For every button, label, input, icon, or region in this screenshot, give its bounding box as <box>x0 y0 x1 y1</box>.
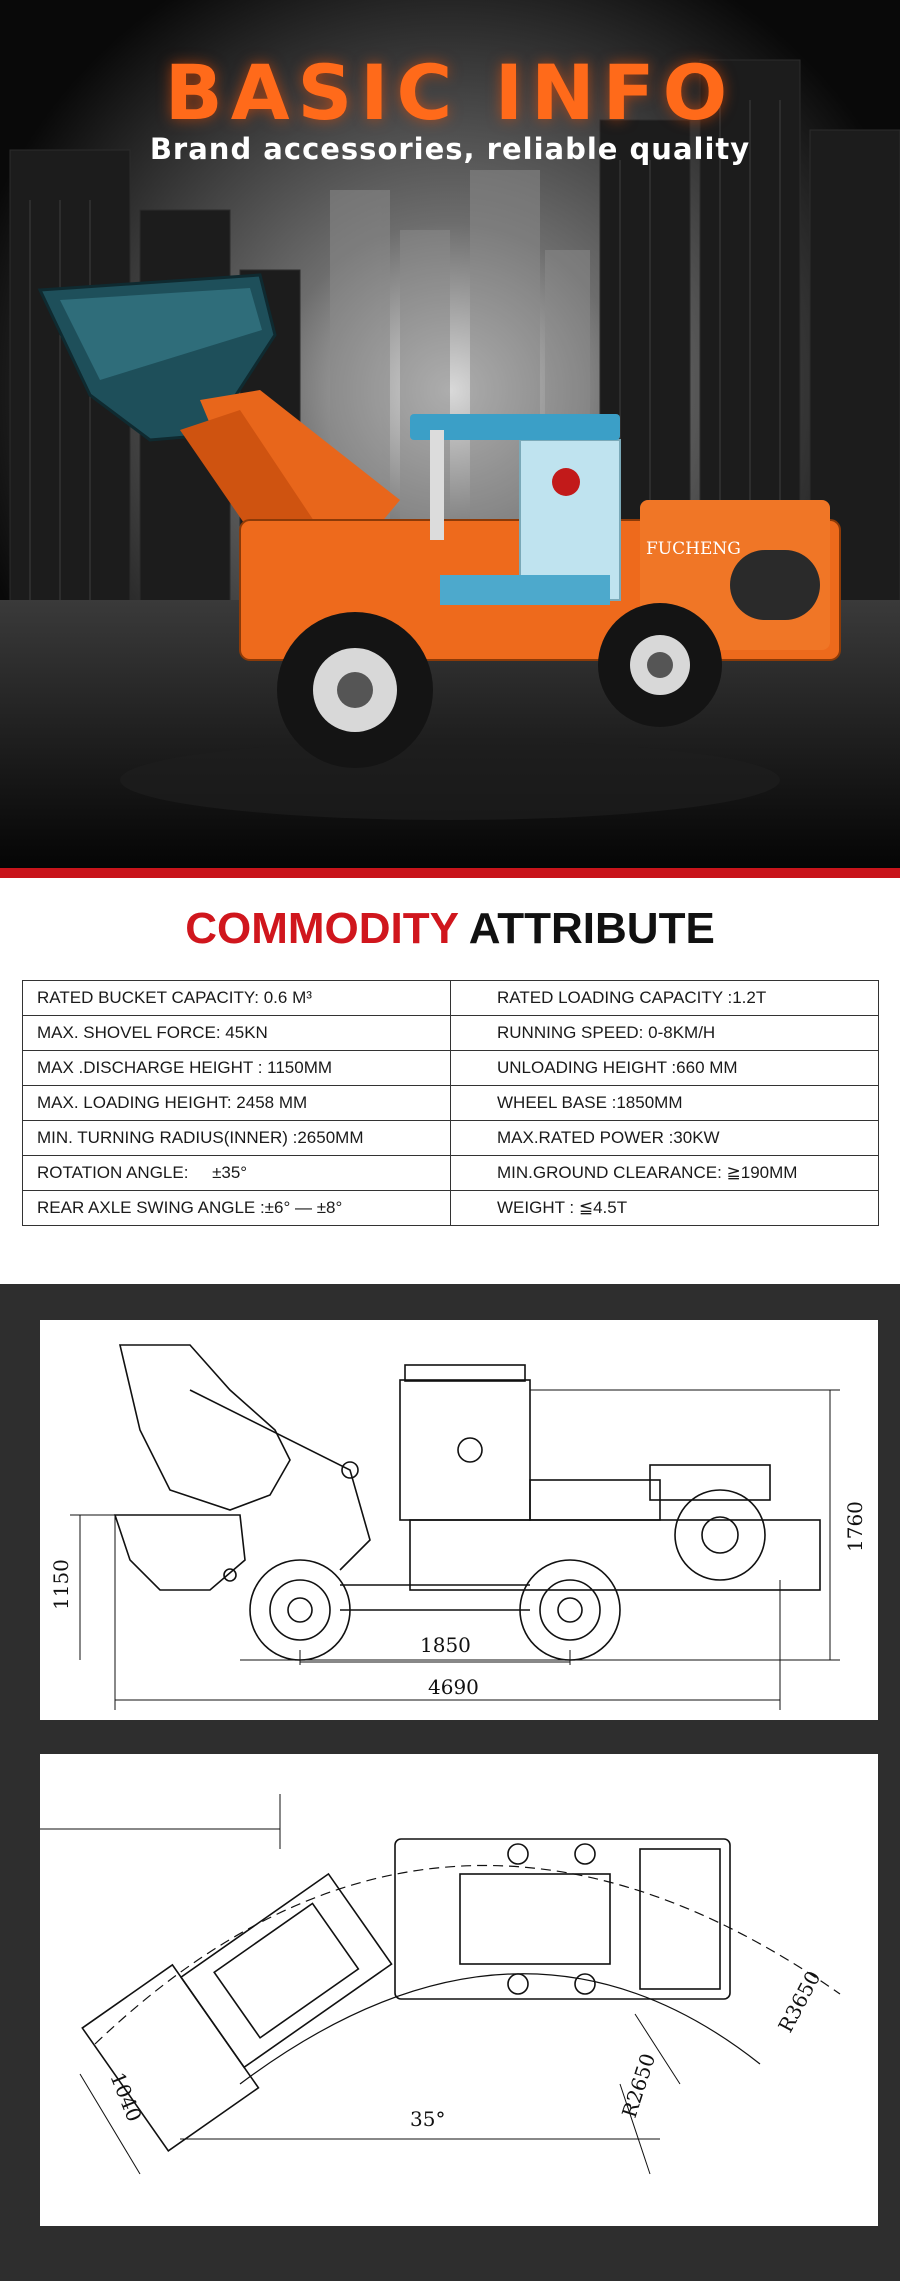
dimension-outer-radius: R3650 <box>773 1966 826 2037</box>
table-row <box>23 1191 879 1226</box>
table-row <box>23 1051 879 1086</box>
attr-cell-left: ROTATION ANGLE: ±35° <box>23 1156 451 1191</box>
attr-cell-right: WEIGHT : ≦4.5T <box>451 1191 879 1226</box>
dimension-angle: 35° <box>410 2107 446 2131</box>
dimension-wheel-base: 1850 <box>420 1633 471 1657</box>
attr-cell-left: MIN. TURNING RADIUS(INNER) :2650MM <box>23 1121 451 1156</box>
side-view-dimensions <box>40 1320 878 1720</box>
table-row <box>23 1016 879 1051</box>
top-view-panel <box>40 1754 878 2226</box>
dimension-height-label: 1150 <box>49 1559 73 1610</box>
attr-cell-right: RATED LOADING CAPACITY :1.2T <box>451 981 879 1016</box>
dimension-length: 4690 <box>428 1675 479 1699</box>
attr-cell-right: MIN.GROUND CLEARANCE: ≧190MM <box>451 1156 879 1191</box>
attr-cell-left: RATED BUCKET CAPACITY: 0.6 M³ <box>23 981 451 1016</box>
dimension-width: 1040 <box>105 2068 147 2126</box>
attr-cell-right: MAX.RATED POWER :30KW <box>451 1121 879 1156</box>
drawings-section <box>0 1284 900 2281</box>
attr-cell-right: UNLOADING HEIGHT :660 MM <box>451 1051 879 1086</box>
attribute-heading <box>0 904 900 954</box>
table-row <box>23 1156 879 1191</box>
red-divider <box>0 868 900 878</box>
attr-cell-right: WHEEL BASE :1850MM <box>451 1086 879 1121</box>
attr-cell-left: MAX. LOADING HEIGHT: 2458 MM <box>23 1086 451 1121</box>
attribute-table <box>22 980 879 1226</box>
attr-cell-left: MAX. SHOVEL FORCE: 45KN <box>23 1016 451 1051</box>
machine-brand-label: FUCHENG <box>646 539 741 559</box>
hero-subtitle: Brand accessories, reliable quality <box>149 132 751 166</box>
table-row <box>23 1121 879 1156</box>
attribute-heading-dark: ATTRIBUTE <box>468 904 715 953</box>
hero-banner <box>0 0 900 868</box>
top-view-dimensions <box>40 1754 878 2226</box>
side-view-panel <box>40 1320 878 1720</box>
table-row <box>23 1086 879 1121</box>
dimension-overall-height: 1760 <box>843 1501 867 1552</box>
attr-cell-right: RUNNING SPEED: 0-8KM/H <box>451 1016 879 1051</box>
attr-cell-left: MAX .DISCHARGE HEIGHT : 1150MM <box>23 1051 451 1086</box>
hero-title: BASIC INFO <box>164 48 736 137</box>
attr-cell-left: REAR AXLE SWING ANGLE :±6° — ±8° <box>23 1191 451 1226</box>
dimension-inner-radius: R2650 <box>616 2050 661 2121</box>
attribute-heading-red: COMMODITY <box>185 904 459 953</box>
table-row <box>23 981 879 1016</box>
